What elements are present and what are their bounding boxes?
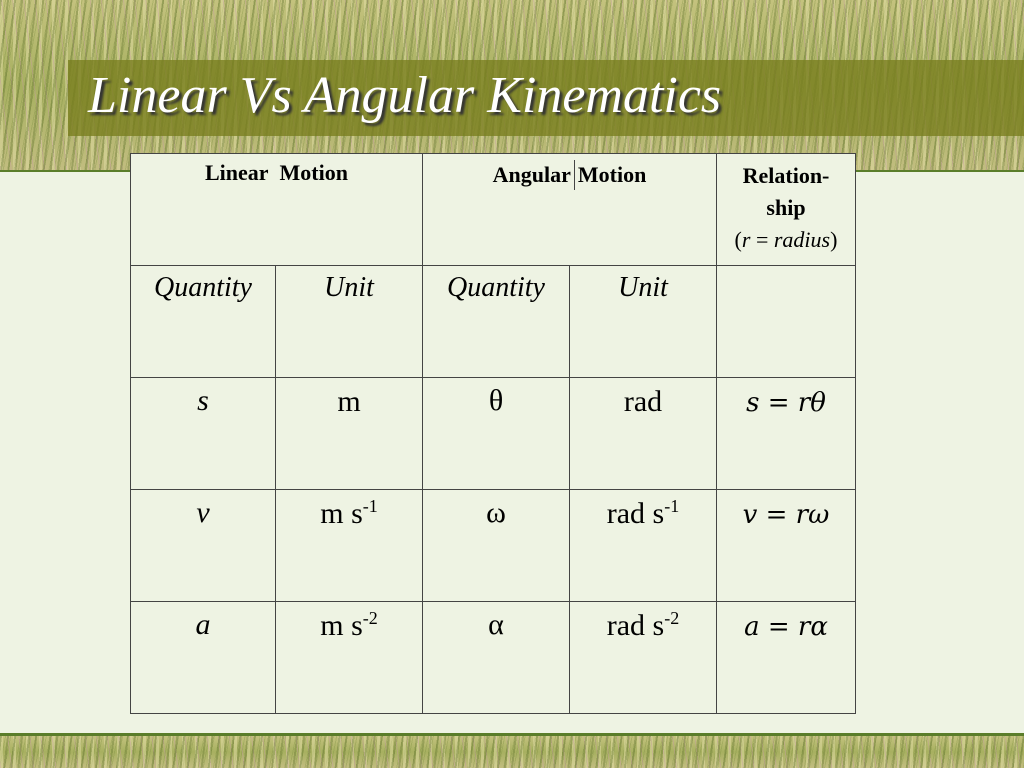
table-row	[131, 602, 856, 714]
subheader-linear-quantity: Quantity	[131, 266, 276, 378]
relationship-cell: v = rω	[717, 490, 856, 602]
subheader-angular-quantity: Quantity	[423, 266, 570, 378]
radius-note: (r = radius)	[734, 227, 838, 252]
header-relationship: Relation- ship (r = radius)	[717, 154, 856, 266]
grass-texture-bottom	[0, 736, 1024, 768]
relationship-cell: s = rθ	[717, 378, 856, 490]
angular-quantity-cell: α	[423, 602, 570, 714]
slide-title: Linear Vs Angular Kinematics	[88, 67, 722, 124]
table-subheader-row	[131, 266, 856, 378]
subheader-linear-unit: Unit	[276, 266, 423, 378]
table-header-row	[131, 154, 856, 266]
header-angular-motion: Angular Motion	[423, 154, 717, 266]
table-row	[131, 490, 856, 602]
subheader-relationship	[717, 266, 856, 378]
linear-unit-cell: m $s^{-1}$	[276, 490, 423, 602]
angular-quantity-cell: ω	[423, 490, 570, 602]
kinematics-table	[130, 153, 856, 714]
linear-quantity-cell: a	[131, 602, 276, 714]
header-divider-mark	[574, 160, 575, 190]
table-row	[131, 378, 856, 490]
angular-unit-cell: rad $s^{-2}$	[570, 602, 717, 714]
angular-quantity-cell: θ	[423, 378, 570, 490]
relationship-cell: a = rα	[717, 602, 856, 714]
linear-quantity-cell: s	[131, 378, 276, 490]
angular-unit-cell: rad $s^{-1}$	[570, 490, 717, 602]
linear-quantity-cell: v	[131, 490, 276, 602]
linear-unit-cell: m $s^{-2}$	[276, 602, 423, 714]
subheader-angular-unit: Unit	[570, 266, 717, 378]
linear-unit-cell: m	[276, 378, 423, 490]
header-linear-motion: Linear Motion	[131, 154, 423, 266]
angular-unit-cell: rad	[570, 378, 717, 490]
